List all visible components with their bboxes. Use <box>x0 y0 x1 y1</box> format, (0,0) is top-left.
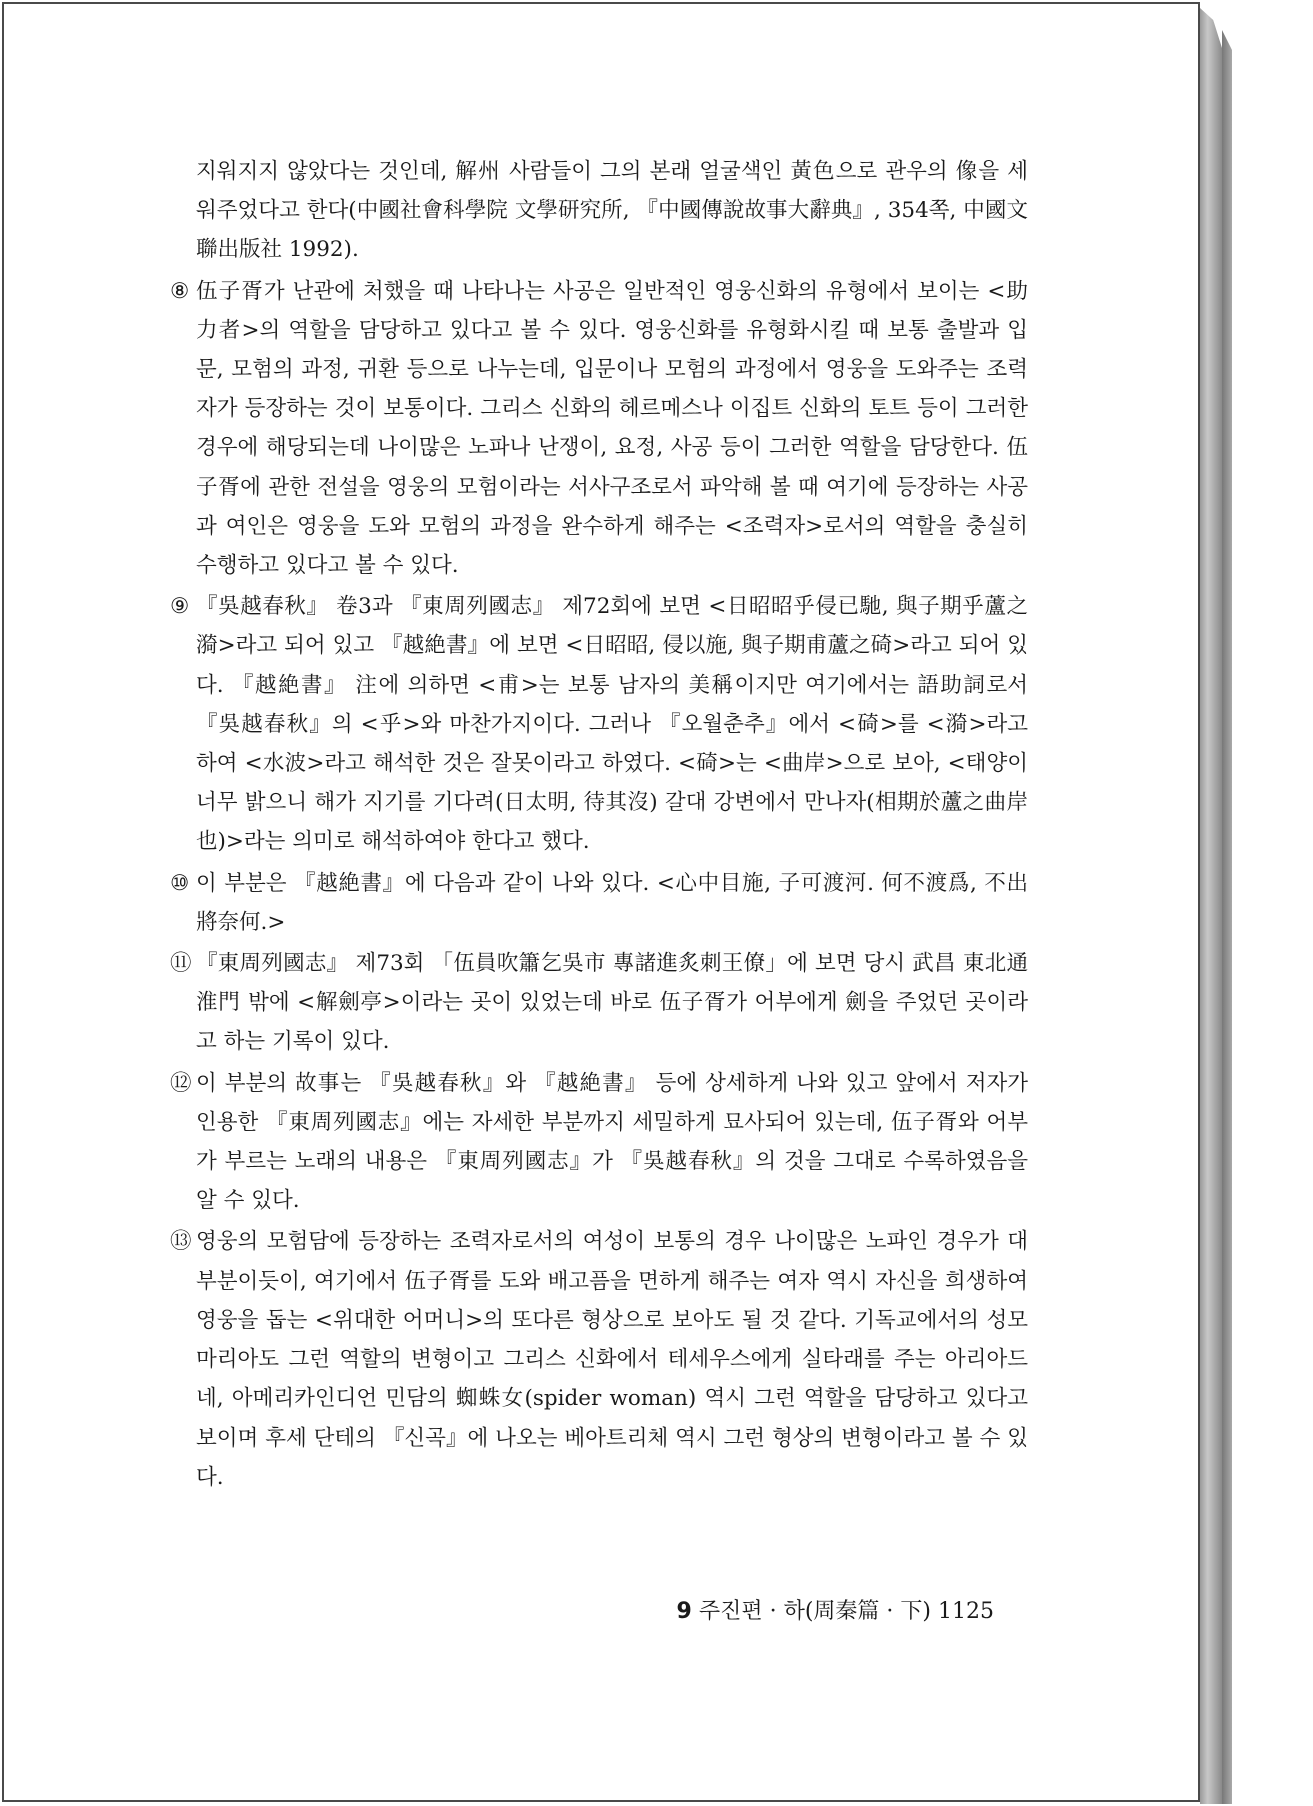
note-text: 『吳越春秋』 卷3과 『東周列國志』 제72회에 보면 <日昭昭乎侵已馳, 與子期乎蘆之漪>라고 되어 있고 『越絶書』에 보면 <日昭昭, 侵以施, 與子期甫蘆之碕>라고 되어 있다. 『越絶書』 注에 의하면 <甫>는 보통 남자의 美稱이지만 여기에서는 語助詞로서 『吳越春秋』의 <乎>와 마찬가지이다. 그러나 『오월춘추』에서 <碕>를 <漪>라고 하여 <水波>라고 해석한 것은 잘못이라고 하였다. <碕>는 <曲岸>으로 보아, <태양이 너무 밝으니 해가 지기를 기다려(日太明, 待其沒) 갈대 강변에서 만나자(相期於蘆之曲岸也)>라는 의미로 해석하여야 한다고 했다. <box>196 594 1028 855</box>
page-edge-shadow-outer <box>1222 30 1232 1804</box>
note-text: 『東周列國志』 제73회 「伍員吹簫乞吳市 專諸進炙刺王僚」에 보면 당시 武昌 東北通淮門 밖에 <解劍亭>이라는 곳이 있었는데 바로 伍子胥가 어부에게 劍을 주었던 곳이라고 하는 기록이 있다. <box>196 951 1028 1055</box>
note-text: 伍子胥가 난관에 처했을 때 나타나는 사공은 일반적인 영웅신화의 유형에서 보이는 <助力者>의 역할을 담당하고 있다고 볼 수 있다. 영웅신화를 유형화시킬 때 보통 출발과 입문, 모험의 과정, 귀환 등으로 나누는데, 입문이나 모험의 과정에서 영웅을 도와주는 조력자가 등장하는 것이 보통이다. 그리스 신화의 헤르메스나 이집트 신화의 토트 등이 그러한 경우에 해당되는데 나이많은 노파나 난쟁이, 요정, 사공 등이 그러한 역할을 담당한다. 伍子胥에 관한 전설을 영웅의 모험이라는 서사구조로서 파악해 볼 때 여기에 등장하는 사공과 여인은 영웅을 도와 모험의 과정을 완수하게 해주는 <조력자>로서의 역할을 충실히 수행하고 있다고 볼 수 있다. <box>196 278 1028 579</box>
note-text: 이 부분은 『越絶書』에 다음과 같이 나와 있다. <心中目施, 子可渡河. 何不渡爲, 不出將奈何.> <box>196 870 1028 935</box>
page-footer <box>4 1594 994 1625</box>
endnotes-body <box>170 152 1028 1497</box>
note-number: ⑧ <box>170 278 190 304</box>
endnote-9 <box>170 587 1028 861</box>
chapter-number: 9 <box>676 1599 692 1624</box>
note-number: ⑩ <box>170 870 190 896</box>
note-number: ⑫ <box>170 1070 192 1096</box>
endnote-13 <box>170 1222 1028 1496</box>
page-number: 1125 <box>938 1599 994 1624</box>
endnote-11 <box>170 944 1028 1062</box>
note-number: ⑨ <box>170 594 190 620</box>
endnote-12 <box>170 1064 1028 1221</box>
endnote-8 <box>170 272 1028 586</box>
note-number: ⑪ <box>170 951 192 977</box>
book-page <box>2 2 1200 1802</box>
note-number: ⑬ <box>170 1229 192 1255</box>
note-text: 영웅의 모험담에 등장하는 조력자로서의 여성이 보통의 경우 나이많은 노파인 경우가 대부분이듯이, 여기에서 伍子胥를 도와 배고픔을 면하게 해주는 여자 역시 자신을 희생하여 영웅을 돕는 <위대한 어머니>의 또다른 형상으로 보아도 될 것 같다. 기독교에서의 성모마리아도 그런 역할의 변형이고 그리스 신화에서 테세우스에게 실타래를 주는 아리아드네, 아메리카인디언 민담의 蜘蛛女(spider woman) 역시 그런 역할을 담당하고 있다고 보이며 후세 단테의 『신곡』에 나오는 베아트리체 역시 그런 형상의 변형이라고 볼 수 있다. <box>196 1229 1028 1490</box>
endnote-10 <box>170 864 1028 942</box>
note-text: 이 부분의 故事는 『吳越春秋』와 『越絶書』 등에 상세하게 나와 있고 앞에서 저자가 인용한 『東周列國志』에는 자세한 부분까지 세밀하게 묘사되어 있는데, 伍子胥와 어부가 부르는 노래의 내용은 『東周列國志』가 『吳越春秋』의 것을 그대로 수록하였음을 알 수 있다. <box>196 1070 1028 1214</box>
intro-paragraph: 지워지지 않았다는 것인데, 解州 사람들이 그의 본래 얼굴색인 黃色으로 관우의 像을 세워주었다고 한다(中國社會科學院 文學研究所, 『中國傳說故事大辭典』, 354쪽, 中國文聯出版社 1992). <box>196 159 1028 263</box>
page-edge-shadow <box>1200 8 1222 1804</box>
chapter-title: 주진편 · 하(周秦篇 · 下) <box>698 1599 931 1624</box>
